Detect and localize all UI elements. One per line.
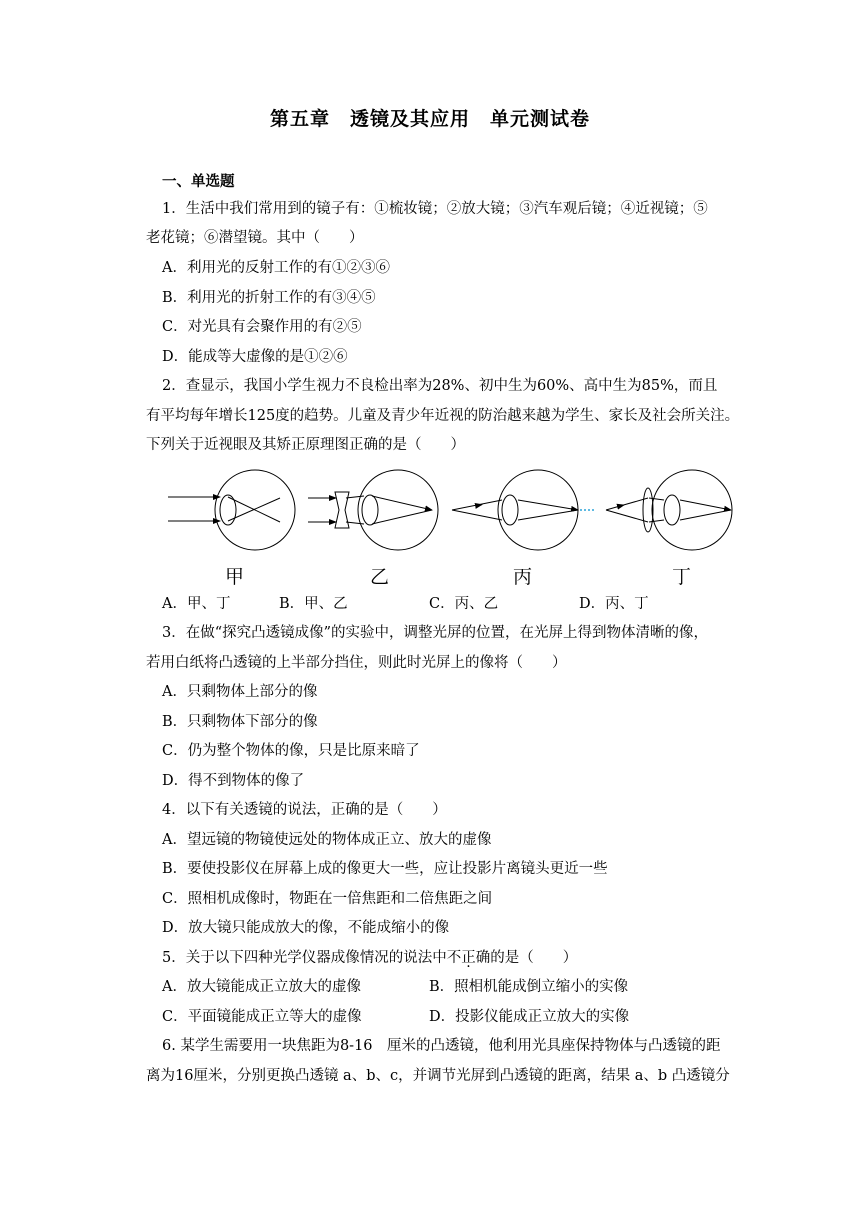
q3-option-d[interactable]: D．得不到物体的像了	[162, 773, 305, 789]
q1-option-a[interactable]: A．利用光的反射工作的有①②③⑥	[162, 260, 390, 276]
q5-stem-post: 的是（ ）	[490, 950, 578, 966]
q4-option-c[interactable]: C．照相机成像时，物距在一倍焦距和二倍焦距之间	[162, 891, 493, 907]
q5-option-b[interactable]: B．照相机能成倒立缩小的实像	[429, 979, 629, 995]
diagram-ding	[606, 470, 732, 550]
q1-stem-line1: 1．生活中我们常用到的镜子有：①梳妆镜；②放大镜；③汽车观后镜；④近视镜；⑤	[162, 201, 708, 217]
q3-option-a[interactable]: A．只剩物体上部分的像	[162, 684, 318, 700]
q6-stem-line1: 6. 某学生需要用一块焦距为8-16 厘米的凸透镜，他利用光具座保持物体与凸透镜的距	[162, 1038, 721, 1054]
q2-stem-line2: 有平均每年增长125度的趋势。儿童及青少年近视的防治越来越为学生、家长及社会所关注。	[146, 408, 740, 424]
diagram-bing	[452, 470, 594, 550]
eye-diagrams-figure	[160, 462, 760, 592]
q2-option-d[interactable]: D．丙、丁	[579, 596, 649, 612]
q2-option-c[interactable]: C．丙、乙	[429, 596, 499, 612]
q4-option-d[interactable]: D．放大镜只能成放大的像，不能成缩小的像	[162, 920, 450, 936]
q3-option-c[interactable]: C．仍为整个物体的像，只是比原来暗了	[162, 743, 420, 759]
q1-stem-line2: 老花镜；⑥潜望镜。其中（ ）	[146, 230, 364, 246]
q4-option-b[interactable]: B．要使投影仪在屏幕上成的像更大一些，应让投影片离镜头更近一些	[162, 861, 608, 877]
diagram-yi	[308, 470, 438, 550]
q2-option-a[interactable]: A．甲、丁	[162, 596, 231, 612]
q2-stem-line1: 2．查显示，我国小学生视力不良检出率为28%、初中生为60%、高中生为85%，而且	[162, 378, 718, 394]
caption-yi: 乙	[370, 566, 390, 588]
q5-option-d[interactable]: D．投影仪能成正立放大的实像	[429, 1009, 630, 1025]
q3-stem-line2: 若用白纸将凸透镜的上半部分挡住，则此时光屏上的像将（ ）	[146, 655, 567, 671]
q5-stem-pre: 5．关于以下四种光学仪器成像情况的说法中	[162, 950, 447, 966]
q5-emphasis: 不正确	[446, 950, 491, 966]
page-title: 第五章 透镜及其应用 单元测试卷	[269, 108, 590, 130]
caption-ding: 丁	[672, 566, 692, 588]
q1-option-b[interactable]: B．利用光的折射工作的有③④⑤	[162, 290, 376, 306]
q6-stem-line2: 离为16厘米，分别更换凸透镜 a、b、c，并调节光屏到凸透镜的距离，结果 a、b 凸透镜分	[146, 1068, 730, 1084]
q1-option-c[interactable]: C．对光具有会聚作用的有②⑤	[162, 319, 362, 335]
q5-stem	[162, 948, 577, 968]
diagram-jia	[168, 470, 295, 550]
q1-option-d[interactable]: D．能成等大虚像的是①②⑥	[162, 349, 348, 365]
q2-stem-line3: 下列关于近视眼及其矫正原理图正确的是（ ）	[146, 437, 465, 453]
q5-option-c[interactable]: C．平面镜能成正立等大的虚像	[162, 1009, 362, 1025]
section-heading: 一、单选题	[162, 174, 235, 190]
q4-option-a[interactable]: A．望远镜的物镜使远处的物体成正立、放大的虚像	[162, 832, 492, 848]
q4-stem: 4．以下有关透镜的说法，正确的是（ ）	[162, 802, 447, 818]
q2-option-b[interactable]: B．甲、乙	[279, 596, 348, 612]
q5-option-a[interactable]: A．放大镜能成正立放大的虚像	[162, 979, 361, 995]
q3-option-b[interactable]: B．只剩物体下部分的像	[162, 714, 318, 730]
caption-bing: 丙	[513, 566, 533, 588]
q3-stem-line1: 3．在做“探究凸透镜成像”的实验中，调整光屏的位置，在光屏上得到物体清晰的像，	[162, 625, 709, 641]
caption-jia: 甲	[225, 566, 245, 588]
